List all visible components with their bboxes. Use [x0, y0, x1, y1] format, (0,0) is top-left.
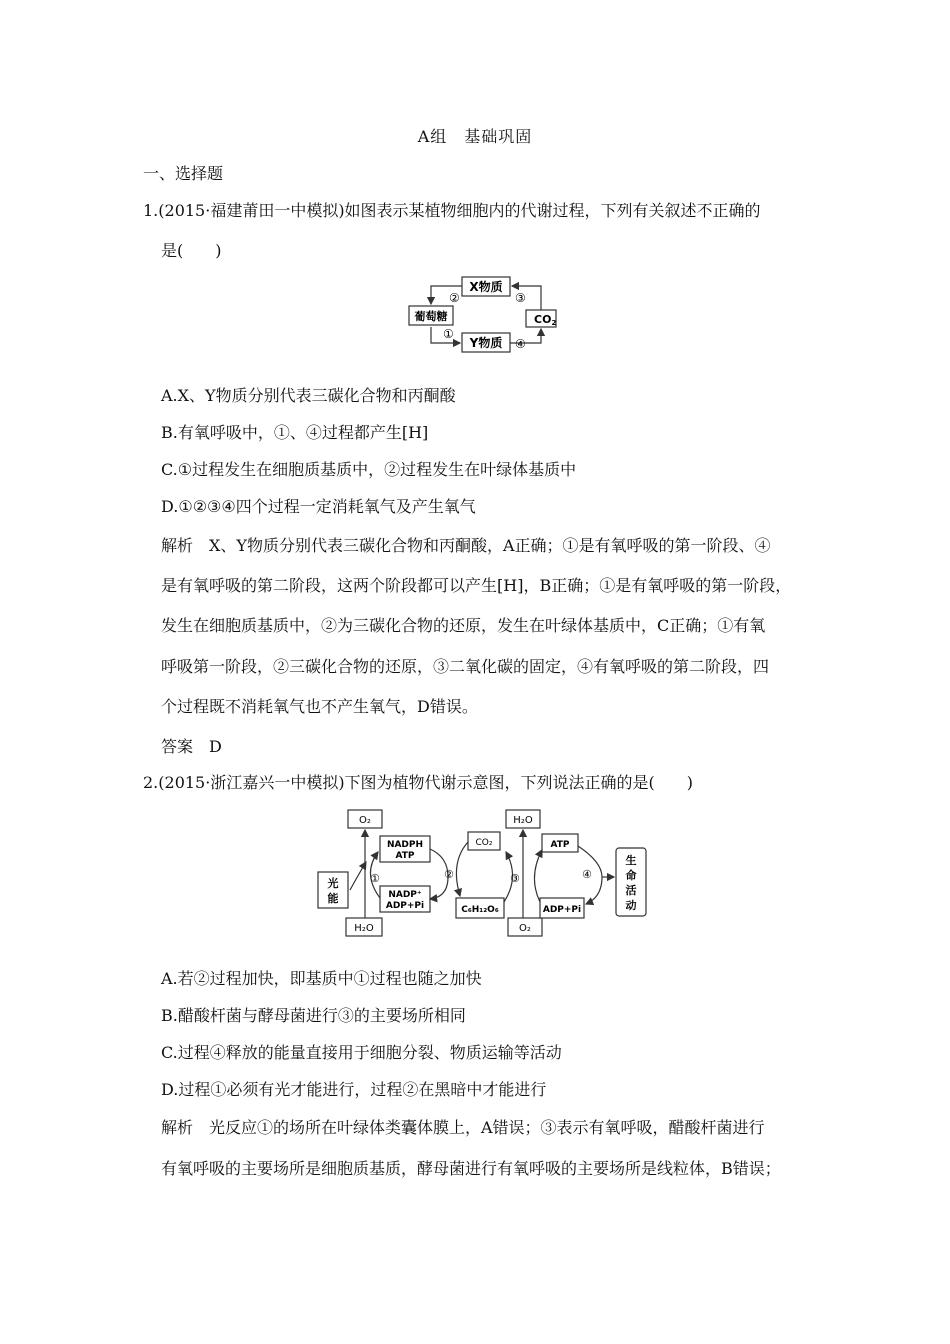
- arrow-co2-fix: [456, 842, 468, 896]
- glucose-label: C₆H₁₂O₆: [461, 905, 499, 915]
- process-2-label: ②: [449, 291, 460, 305]
- life-label-4: 动: [625, 899, 637, 912]
- q1-stem-line2: 是( ): [161, 241, 222, 260]
- life-label-3: 活: [625, 884, 637, 897]
- arrow-light: [350, 862, 366, 890]
- q1-analysis-line: 呼吸第一阶段，②三碳化合物的还原，③二氧化碳的固定，④有氧呼吸的第二阶段，四: [161, 657, 770, 676]
- process-4-label: ④: [515, 337, 526, 351]
- process-2-label: ②: [444, 868, 454, 881]
- co2-label: CO2: [534, 313, 557, 327]
- h2o-bottom-label: H₂O: [354, 923, 374, 934]
- q2-stem: 2.(2015·浙江嘉兴一中模拟)下图为植物代谢示意图，下列说法正确的是( ): [143, 773, 694, 792]
- q2-option-b: B.醋酸杆菌与酵母菌进行③的主要场所相同: [161, 1006, 466, 1025]
- q1-answer: 答案 D: [161, 737, 222, 756]
- process-4-label: ④: [582, 868, 592, 881]
- q1-option-c: C.①过程发生在细胞质基质中，②过程发生在叶绿体基质中: [161, 460, 577, 479]
- q2-option-c: C.过程④释放的能量直接用于细胞分裂、物质运输等活动: [161, 1043, 562, 1062]
- nadp-label: NADP⁺: [388, 890, 422, 900]
- q1-option-b: B.有氧呼吸中，①、④过程都产生[H]: [161, 423, 429, 442]
- nadph-label: NADPH: [386, 840, 424, 850]
- process-3-label: ③: [515, 291, 526, 305]
- adp-pi-label: ADP+Pi: [385, 901, 425, 911]
- q1-analysis-line: 发生在细胞质基质中，②为三碳化合物的还原，发生在叶绿体基质中，C正确；①有氧: [161, 616, 766, 635]
- life-label-2: 命: [625, 869, 637, 882]
- life-label-1: 生: [625, 854, 637, 867]
- process-1-label: ①: [443, 327, 454, 341]
- light-label-2: 能: [327, 892, 339, 905]
- process-1-label: ①: [370, 872, 380, 885]
- co2-label: CO₂: [475, 838, 493, 848]
- atp-label: ATP: [395, 851, 415, 861]
- q1-analysis-line: 解析 X、Y物质分别代表三碳化合物和丙酮酸，A正确；①是有氧呼吸的第一阶段、④: [161, 536, 771, 555]
- q2-option-a: A.若②过程加快，即基质中①过程也随之加快: [161, 969, 482, 988]
- q2-analysis-line: 解析 光反应①的场所在叶绿体类囊体膜上，A错误；③表示有氧呼吸，醋酸杆菌进行: [161, 1118, 765, 1137]
- process-3-label: ③: [510, 872, 520, 885]
- q2-option-d: D.过程①必须有光才能进行，过程②在黑暗中才能进行: [161, 1080, 547, 1099]
- atp-right-label: ATP: [550, 840, 570, 850]
- o2-top-label: O₂: [359, 815, 371, 826]
- o2-bottom-label: O₂: [519, 923, 531, 934]
- glucose-label: 葡萄糖: [414, 310, 448, 323]
- q1-option-d: D.①②③④四个过程一定消耗氧气及产生氧气: [161, 497, 476, 516]
- q2-analysis-line: 有氧呼吸的主要场所是细胞质基质，酵母菌进行有氧呼吸的主要场所是线粒体，B错误；: [161, 1159, 781, 1178]
- section-title: A组 基础巩固: [417, 127, 533, 146]
- x-substance-label: X物质: [469, 280, 503, 294]
- arrow-atp-synth: [534, 850, 542, 902]
- light-label-1: 光: [327, 877, 339, 890]
- section-heading: 一、选择题: [143, 164, 224, 183]
- q1-option-a: A.X、Y物质分别代表三碳化合物和丙酮酸: [161, 386, 456, 405]
- q1-analysis-line: 是有氧呼吸的第二阶段，这两个阶段都可以产生[H]，B正确；①是有氧呼吸的第一阶段，: [161, 576, 792, 595]
- adp-pi-right-label: ADP+Pi: [542, 905, 582, 915]
- q2-diagram: [310, 802, 680, 942]
- q1-stem-line1: 1.(2015·福建莆田一中模拟)如图表示某植物细胞内的代谢过程，下列有关叙述不正确的: [143, 201, 761, 220]
- h2o-top-label: H₂O: [513, 815, 533, 826]
- q1-diagram: [405, 270, 565, 360]
- y-substance-label: Y物质: [469, 336, 503, 350]
- q1-analysis-line: 个过程既不消耗氧气也不产生氧气，D错误。: [161, 697, 478, 716]
